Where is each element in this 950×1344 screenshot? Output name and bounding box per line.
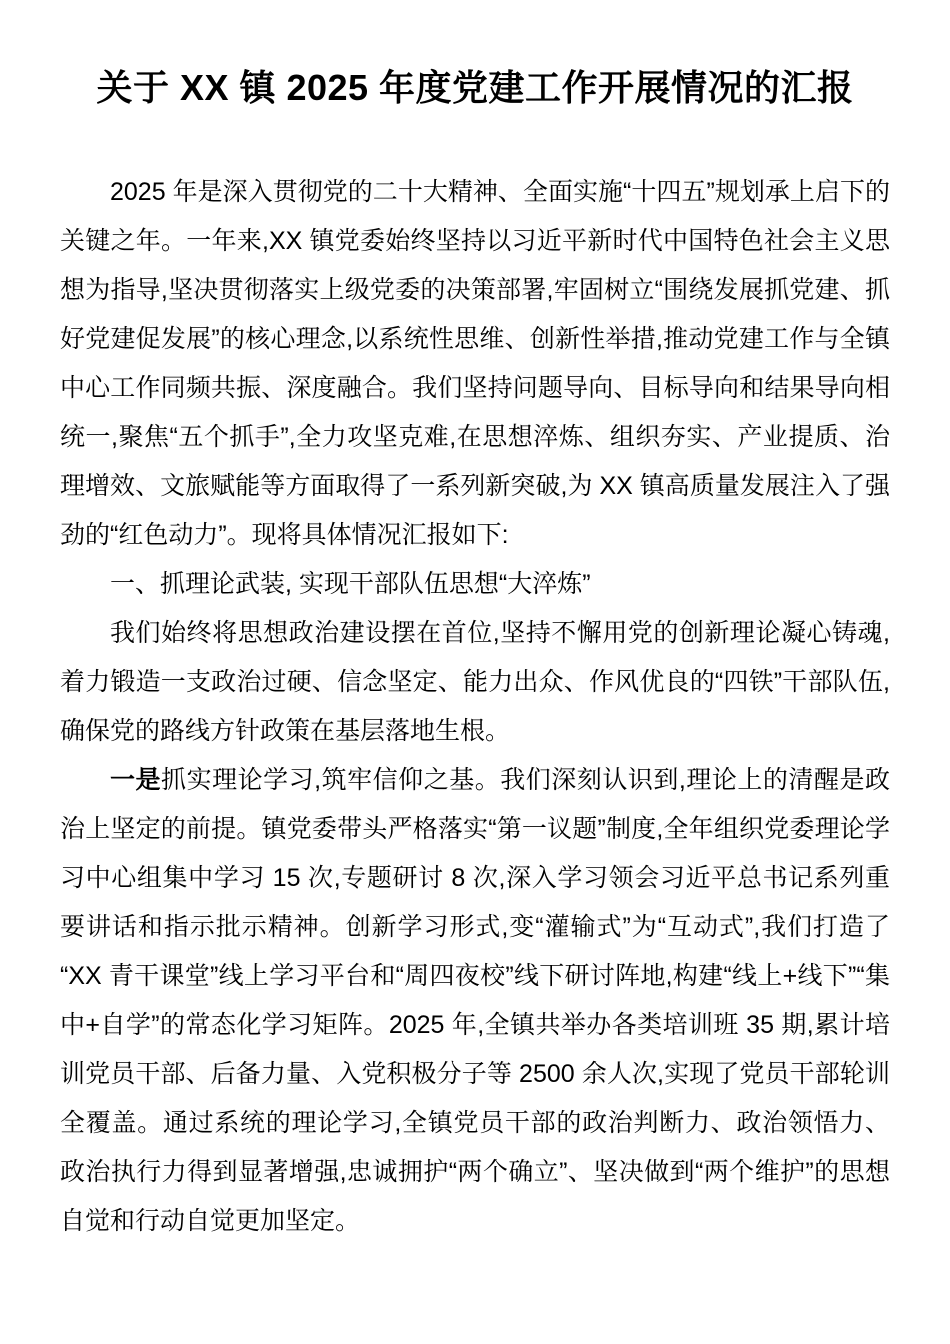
paragraph-section-1-overview: 我们始终将思想政治建设摆在首位,坚持不懈用党的创新理论凝心铸魂,着力锻造一支政治过硬、信念坚定、能力出众、作风优良的“四铁”干部队伍,确保党的路线方针政策在基层落地生根。 — [60, 619, 890, 745]
paragraph-point-one — [60, 756, 890, 1246]
section-heading-1: 一、抓理论武装, 实现干部队伍思想“大淬炼” — [110, 570, 591, 598]
document-title: 关于 XX 镇 2025 年度党建工作开展情况的汇报 — [96, 67, 854, 108]
paragraph-point-one-body: 抓实理论学习,筑牢信仰之基。我们深刻认识到,理论上的清醒是政治上坚定的前提。镇党委带头严格落实“第一议题”制度,全年组织党委理论学习中心组集中学习 15 次,专题研讨 8 次,深入学习领会习近平总书记系列重要讲话和指示批示精神。创新学习形式,变“灌输式”为“互动式”,我们打造了“XX 青干课堂”线上学习平台和“周四夜校”线下研讨阵地,构建“线上+线下”“集中+自学”的常态化学习矩阵。2025 年,全镇共举办各类培训班 35 期,累计培训党员干部、后备力量、入党积极分子等 2500 余人次,实现了党员干部轮训全覆盖。通过系统的理论学习,全镇党员干部的政治判断力、政治领悟力、政治执行力得到显著增强,忠诚拥护“两个确立”、坚决做到“两个维护”的思想自觉和行动自觉更加坚定。 — [60, 766, 890, 1235]
paragraph-point-one-lead: 一是 — [110, 766, 162, 794]
paragraph-intro: 2025 年是深入贯彻党的二十大精神、全面实施“十四五”规划承上启下的关键之年。一年来,XX 镇党委始终坚持以习近平新时代中国特色社会主义思想为指导,坚决贯彻落实上级党委的决策部署,牢固树立“围绕发展抓党建、抓好党建促发展”的核心理念,以系统性思维、创新性举措,推动党建工作与全镇中心工作同频共振、深度融合。我们坚持问题导向、目标导向和结果导向相统一,聚焦“五个抓手”,全力攻坚克难,在思想淬炼、组织夯实、产业提质、治理增效、文旅赋能等方面取得了一系列新突破,为 XX 镇高质量发展注入了强劲的“红色动力”。现将具体情况汇报如下: — [60, 178, 890, 549]
